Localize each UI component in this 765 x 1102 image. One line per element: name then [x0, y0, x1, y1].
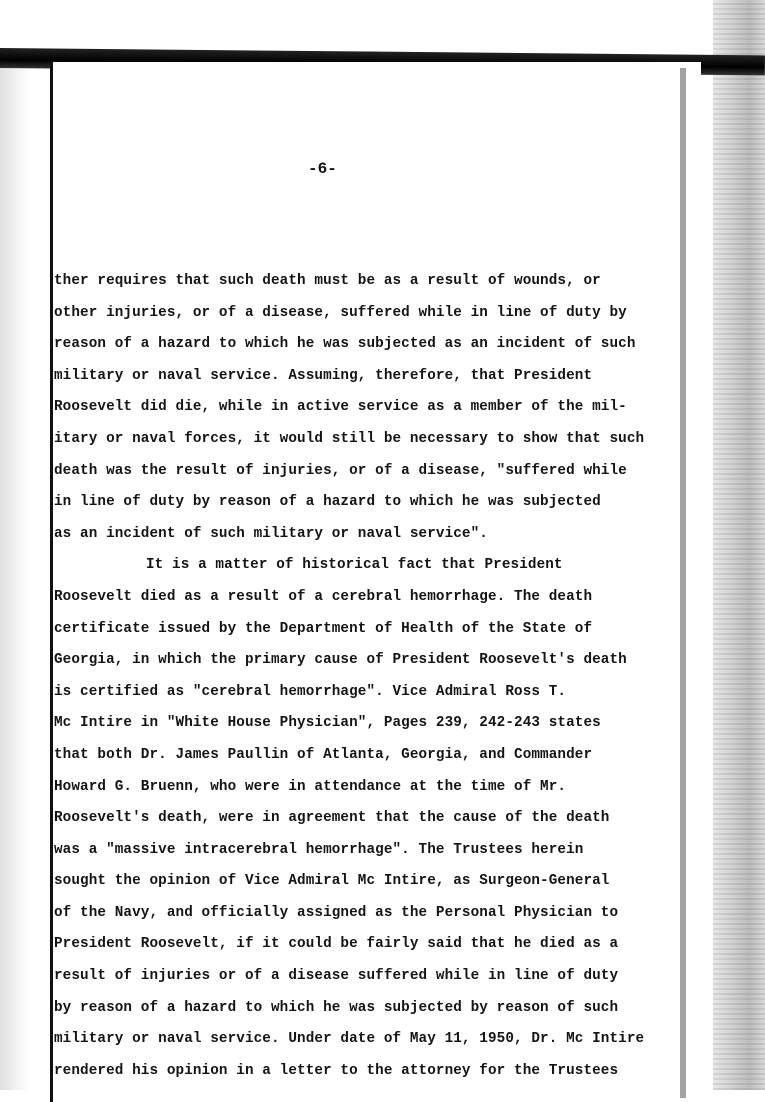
text-line: Roosevelt died as a result of a cerebral hemorrhage. The death	[54, 588, 593, 605]
text-line: in line of duty by reason of a hazard to which he was subjected	[54, 494, 601, 511]
text-line: result of injuries or of a disease suffered while in line of duty	[54, 968, 619, 985]
text-line: Georgia, in which the primary cause of President Roosevelt's death	[54, 652, 627, 669]
text-line: Howard G. Bruenn, who were in attendance at the time of Mr.	[54, 778, 567, 795]
text-line: It is a matter of historical fact that President	[146, 557, 563, 574]
text-line: itary or naval forces, it would still be necessary to show that such	[54, 430, 645, 447]
text-line: rendered his opinion in a letter to the attorney for the Trustees	[54, 1062, 619, 1079]
text-line: death was the result of injuries, or of a disease, "suffered while	[54, 462, 627, 479]
text-line: Mc Intire in "White House Physician", Pages 239, 242-243 states	[54, 715, 601, 732]
text-line: President Roosevelt, if it could be fairly said that he died as a	[54, 936, 619, 953]
text-line: was a "massive intracerebral hemorrhage". The Trustees herein	[54, 841, 584, 858]
text-line: that both Dr. James Paullin of Atlanta, Georgia, and Commander	[54, 746, 593, 763]
text-line: reason of a hazard to which he was subjected as an incident of such	[54, 336, 636, 353]
text-line: sought the opinion of Vice Admiral Mc Intire, as Surgeon-General	[54, 873, 610, 890]
document-body	[54, 266, 704, 1087]
text-line: by reason of a hazard to which he was subjected by reason of such	[54, 999, 619, 1016]
scan-edge-left	[0, 60, 30, 1090]
text-line: military or naval service. Assuming, therefore, that President	[54, 367, 593, 384]
text-line: certificate issued by the Department of Health of the State of	[54, 620, 593, 637]
text-line: other injuries, or of a disease, suffered while in line of duty by	[54, 304, 627, 321]
text-line: Roosevelt did die, while in active service as a member of the mil-	[54, 399, 627, 416]
text-line: ther requires that such death must be as a result of wounds, or	[54, 273, 601, 289]
text-line: of the Navy, and officially assigned as the Personal Physician to	[54, 904, 619, 921]
text-line: military or naval service. Under date of May 11, 1950, Dr. Mc Intire	[54, 1031, 645, 1048]
text-line: is certified as "cerebral hemorrhage". Vice Admiral Ross T.	[54, 683, 567, 700]
scan-edge-right	[713, 0, 765, 1090]
text-line: as an incident of such military or naval service".	[54, 525, 488, 542]
text-line: Roosevelt's death, were in agreement that the cause of the death	[54, 810, 610, 827]
page-number: -6-	[308, 160, 337, 178]
